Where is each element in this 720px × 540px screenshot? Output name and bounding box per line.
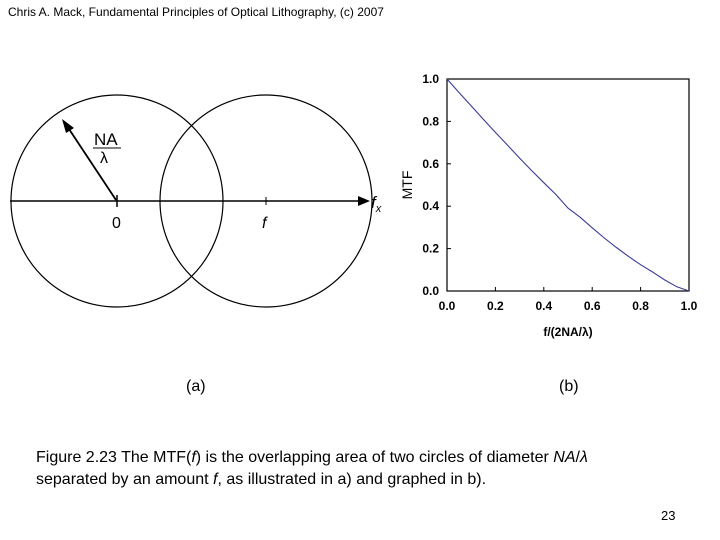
caption-prefix: Figure 2.23 The MTF( [36,449,192,466]
y-tick-label: 0.6 [422,156,439,171]
mtf-curve-line [447,79,689,291]
plot-frame [447,79,689,291]
radius-label-lambda: λ [100,150,108,167]
panel-label-b: (b) [559,378,579,395]
figure-caption [36,447,686,491]
caption-var-f: f [191,449,196,466]
y-tick-label: 0.8 [422,114,439,129]
x-tick-label: 0.4 [535,299,553,313]
caption-lambda: λ [579,449,588,466]
x-tick-label: 0.0 [438,299,456,313]
page-number: 23 [661,508,676,523]
origin-label: 0 [112,215,121,232]
y-tick-label: 1.0 [422,72,439,86]
shift-label: f [262,215,267,232]
radius-arrowhead [62,119,74,133]
caption-var-f2: f [213,471,218,488]
x-tick-label: 0.2 [487,299,504,313]
y-tick-label: 0.2 [422,241,439,256]
x-axis-label: f/(2NA/λ) [543,325,593,339]
y-axis-label: MTF [399,170,415,200]
caption-mid: ) is the overlapping area of two circles of diameter [195,449,554,466]
axis-arrowhead [358,196,370,206]
caption-slash: / [575,449,580,466]
caption-line2-end: , as illustrated in a) and graphed in b). [217,471,487,488]
y-tick-label: 0.0 [422,284,439,298]
axis-label-f: f [371,193,376,212]
axis-label [371,193,382,215]
caption-var-na: NA [553,449,576,466]
axis-label-subscript: x [375,203,382,215]
y-tick-label: 0.4 [422,199,439,214]
panel-label-a: (a) [186,378,206,395]
mtf-chart [395,60,705,350]
x-tick-label: 0.8 [632,299,649,313]
x-tick-label: 0.6 [583,299,601,313]
page-header: Chris A. Mack, Fundamental Principles of Optical Lithography, (c) 2007 [8,5,384,19]
radius-label-na: NA [94,130,118,149]
x-tick-label: 1.0 [680,299,698,313]
overlapping-circles-diagram [0,80,395,310]
caption-line2-start: separated by an amount [36,471,214,488]
